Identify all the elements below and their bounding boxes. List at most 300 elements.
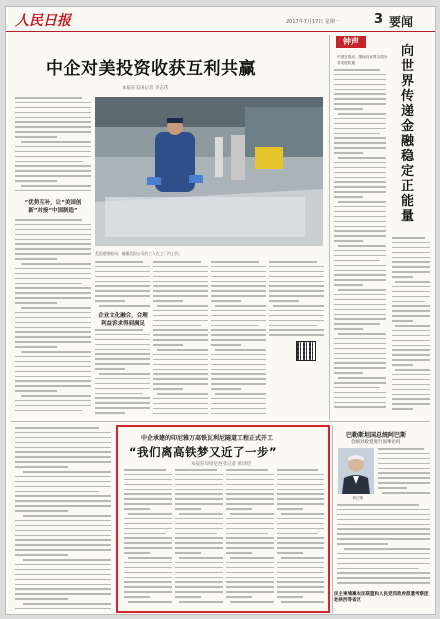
text-line — [334, 196, 363, 198]
text-line — [334, 274, 386, 276]
text-line — [15, 121, 91, 123]
text-line — [124, 493, 172, 495]
text-line — [334, 353, 386, 355]
sidebar-column-1 — [334, 69, 386, 415]
text-line — [95, 353, 150, 355]
feature-headline: “我们离高铁梦又近了一步” — [129, 445, 278, 459]
text-line — [175, 484, 223, 486]
feature-column-2 — [175, 469, 223, 607]
right-column-text-1 — [378, 448, 430, 498]
text-line — [15, 248, 91, 250]
text-line — [15, 146, 91, 148]
text-line — [211, 388, 241, 390]
text-line — [15, 273, 91, 275]
text-line — [175, 577, 223, 579]
text-line — [124, 591, 172, 593]
text-line — [334, 318, 386, 320]
qr-code[interactable] — [296, 341, 316, 361]
text-line — [269, 266, 324, 268]
text-line — [269, 300, 299, 302]
text-line — [226, 586, 274, 588]
text-line — [334, 240, 363, 242]
text-line — [15, 584, 111, 586]
text-line — [334, 270, 386, 272]
text-line — [15, 495, 111, 497]
text-line — [337, 563, 430, 565]
text-line — [334, 402, 386, 404]
text-line — [277, 533, 318, 535]
text-line — [175, 489, 223, 491]
text-line — [15, 170, 91, 172]
main-column-1b — [15, 219, 91, 417]
text-line — [226, 581, 274, 583]
text-line — [175, 542, 223, 544]
text-line — [226, 542, 274, 544]
text-line — [95, 349, 150, 351]
text-line — [337, 509, 430, 511]
text-line — [15, 322, 91, 324]
main-column-2 — [95, 261, 150, 311]
factory-photo — [95, 97, 323, 246]
text-line — [153, 378, 208, 380]
text-line — [95, 393, 143, 395]
text-line — [211, 281, 266, 283]
main-byline: 本报驻美国记者 李志伟 — [122, 86, 169, 91]
text-line — [175, 523, 223, 525]
text-line — [95, 397, 150, 399]
text-line — [338, 333, 386, 335]
text-line — [157, 349, 208, 351]
text-line — [211, 290, 266, 292]
text-line — [179, 601, 223, 603]
text-line — [175, 498, 223, 500]
text-line — [95, 363, 150, 365]
text-line — [378, 477, 430, 479]
main-column-3 — [153, 261, 208, 419]
text-line — [15, 520, 111, 522]
text-line — [226, 498, 274, 500]
text-line — [128, 557, 172, 559]
text-line — [175, 572, 223, 574]
text-line — [337, 568, 419, 570]
text-line — [277, 562, 324, 564]
text-line — [334, 328, 363, 330]
portrait-image — [338, 448, 374, 494]
text-line — [277, 469, 318, 471]
text-line — [334, 392, 386, 394]
text-line — [226, 518, 274, 520]
text-line — [124, 537, 172, 539]
text-line — [153, 285, 208, 287]
text-line — [334, 372, 363, 374]
text-line — [179, 557, 223, 559]
text-line — [95, 388, 150, 390]
issue-date: 2017年7月17日 星期一 — [286, 19, 340, 25]
text-line — [153, 310, 208, 312]
text-line — [95, 339, 150, 341]
text-line — [226, 528, 274, 530]
text-line — [392, 247, 430, 249]
text-line — [15, 390, 57, 392]
right-column-subtitle: 会晤对政党进行国事访问 — [351, 440, 401, 445]
factory-photo-image — [95, 97, 323, 246]
text-line — [15, 224, 91, 226]
text-line — [175, 591, 223, 593]
text-line — [338, 157, 386, 159]
text-line — [334, 382, 386, 384]
text-line — [392, 305, 430, 307]
text-line — [175, 503, 223, 505]
text-line — [277, 542, 324, 544]
text-line — [334, 348, 386, 350]
text-line — [15, 427, 99, 429]
text-line — [392, 330, 430, 332]
text-line — [99, 373, 150, 375]
text-line — [15, 385, 91, 387]
text-line — [338, 245, 386, 247]
text-line — [215, 349, 266, 351]
text-line — [334, 128, 386, 130]
text-line — [215, 305, 266, 307]
text-line — [211, 285, 266, 287]
text-line — [95, 276, 150, 278]
text-line — [211, 413, 266, 415]
text-line — [15, 97, 82, 99]
text-line — [95, 266, 150, 268]
text-line — [334, 387, 380, 389]
text-line — [124, 572, 172, 574]
text-line — [23, 559, 111, 561]
bottom-right-headline: 民主柬埔寨农民联盟和人民党同政府派遣考察团赴陕西等省区 — [334, 592, 429, 603]
text-line — [15, 239, 91, 241]
text-line — [334, 314, 386, 316]
text-line — [334, 172, 386, 174]
text-line — [15, 283, 82, 285]
text-line — [15, 491, 99, 493]
text-line — [15, 476, 111, 478]
text-line — [392, 354, 430, 356]
text-line — [15, 525, 111, 527]
text-line — [226, 503, 274, 505]
text-line — [15, 219, 82, 221]
text-line — [15, 376, 91, 378]
text-line — [334, 162, 386, 164]
main-column-4 — [211, 261, 266, 419]
text-line — [226, 572, 274, 574]
text-line — [392, 384, 430, 386]
text-line — [211, 300, 241, 302]
text-line — [277, 493, 324, 495]
text-line — [277, 547, 324, 549]
text-line — [277, 484, 324, 486]
text-line — [15, 131, 91, 133]
text-line — [15, 456, 111, 458]
text-line — [337, 543, 388, 545]
text-line — [392, 266, 430, 268]
text-line — [15, 356, 91, 358]
text-line — [211, 261, 259, 263]
text-line — [15, 588, 111, 590]
left-brief-column — [15, 427, 111, 611]
text-line — [334, 206, 386, 208]
feature-byline: 本报驻印度尼西亚记者 黄培昭 — [191, 462, 251, 467]
text-line — [23, 515, 111, 517]
text-line — [378, 472, 430, 474]
text-line — [334, 221, 386, 223]
text-line — [128, 513, 172, 515]
text-line — [211, 339, 266, 341]
text-line — [269, 310, 324, 312]
text-line — [15, 327, 91, 329]
text-line — [334, 93, 386, 95]
text-line — [395, 369, 430, 371]
text-line — [153, 403, 208, 405]
text-line — [95, 412, 125, 414]
text-line — [175, 586, 223, 588]
text-line — [124, 562, 172, 564]
text-line — [95, 378, 150, 380]
text-line — [277, 498, 324, 500]
text-line — [15, 243, 91, 245]
text-line — [21, 185, 91, 187]
text-line — [153, 281, 208, 283]
text-line — [334, 309, 386, 311]
text-line — [211, 398, 266, 400]
text-line — [273, 305, 324, 307]
text-line — [15, 253, 91, 255]
text-line — [153, 276, 208, 278]
text-line — [392, 335, 430, 337]
text-line — [15, 574, 111, 576]
text-line — [124, 547, 172, 549]
text-line — [334, 265, 386, 267]
text-line — [334, 142, 386, 144]
text-line — [95, 358, 150, 360]
text-line — [95, 329, 143, 331]
text-line — [382, 492, 430, 494]
text-line — [334, 89, 386, 91]
text-line — [15, 486, 111, 488]
text-line — [334, 406, 386, 408]
text-line — [211, 369, 266, 371]
text-line — [15, 432, 111, 434]
text-line — [15, 481, 111, 483]
text-line — [211, 378, 266, 380]
text-line — [281, 513, 324, 515]
text-line — [15, 258, 57, 260]
lower-section-rule — [11, 421, 430, 422]
text-line — [15, 410, 82, 412]
text-line — [269, 281, 324, 283]
text-line — [153, 398, 208, 400]
text-line — [124, 523, 172, 525]
text-line — [153, 290, 208, 292]
text-line — [277, 523, 324, 525]
text-line — [269, 285, 324, 287]
text-line — [392, 296, 430, 298]
text-line — [269, 334, 324, 336]
text-line — [269, 271, 324, 273]
text-line — [277, 552, 303, 554]
text-line — [337, 553, 430, 555]
text-line — [153, 266, 208, 268]
text-line — [211, 383, 266, 385]
text-line — [277, 596, 303, 598]
text-line — [334, 133, 380, 135]
text-line — [153, 344, 183, 346]
text-line — [175, 479, 223, 481]
text-line — [15, 117, 91, 119]
text-line — [337, 504, 419, 506]
text-line — [175, 508, 201, 510]
main-subhead-1: “优势互补，让“美国创新”对接“中国制造” — [24, 200, 82, 214]
text-line — [124, 542, 172, 544]
text-line — [175, 533, 217, 535]
text-line — [334, 108, 363, 110]
text-line — [395, 281, 430, 283]
text-line — [334, 230, 386, 232]
text-line — [153, 369, 208, 371]
main-column-2b — [95, 329, 150, 419]
text-line — [334, 362, 386, 364]
text-line — [15, 442, 111, 444]
text-line — [337, 533, 430, 535]
text-line — [392, 394, 430, 396]
text-line — [15, 175, 91, 177]
text-line — [153, 364, 208, 366]
text-line — [211, 295, 266, 297]
text-line — [392, 349, 430, 351]
text-line — [338, 201, 386, 203]
text-line — [124, 489, 172, 491]
text-line — [15, 102, 91, 104]
text-line — [226, 493, 274, 495]
text-line — [226, 489, 274, 491]
text-line — [15, 361, 91, 363]
text-line — [269, 329, 324, 331]
text-line — [337, 514, 430, 516]
text-line — [378, 468, 430, 470]
main-subhead-2: 企业文化融合，合理利益诉求得到满足 — [98, 313, 148, 327]
text-line — [334, 137, 386, 139]
text-line — [124, 503, 172, 505]
text-line — [15, 608, 111, 610]
text-line — [334, 177, 386, 179]
text-line — [15, 500, 111, 502]
text-line — [15, 405, 91, 407]
text-line — [175, 567, 223, 569]
text-line — [392, 291, 430, 293]
text-line — [392, 340, 430, 342]
text-line — [226, 562, 274, 564]
text-line — [15, 579, 111, 581]
text-line — [23, 603, 111, 605]
text-line — [392, 252, 430, 254]
text-line — [334, 284, 363, 286]
text-line — [124, 498, 172, 500]
text-line — [21, 307, 91, 309]
text-line — [153, 388, 183, 390]
text-line — [392, 374, 430, 376]
text-line — [15, 530, 111, 532]
text-line — [95, 285, 150, 287]
text-line — [15, 312, 91, 314]
text-line — [392, 359, 430, 361]
text-line — [392, 301, 425, 303]
text-line — [15, 535, 111, 537]
text-line — [15, 341, 91, 343]
text-line — [21, 263, 91, 265]
text-line — [334, 294, 386, 296]
text-line — [378, 487, 407, 489]
text-line — [277, 572, 324, 574]
text-line — [15, 466, 68, 468]
text-line — [392, 389, 430, 391]
text-line — [334, 69, 380, 71]
text-line — [334, 226, 386, 228]
text-line — [15, 317, 91, 319]
text-line — [334, 79, 386, 81]
text-line — [15, 505, 111, 507]
text-line — [15, 302, 57, 304]
text-line — [15, 161, 82, 163]
text-line — [153, 320, 208, 322]
text-line — [269, 320, 324, 322]
text-line — [15, 287, 91, 289]
text-line — [15, 366, 91, 368]
text-line — [378, 448, 424, 450]
page-number: 3 — [374, 12, 384, 27]
text-line — [277, 528, 324, 530]
text-line — [344, 548, 430, 550]
text-line — [95, 295, 150, 297]
text-line — [269, 315, 324, 317]
text-line — [153, 354, 208, 356]
text-line — [15, 292, 91, 294]
text-line — [153, 329, 208, 331]
text-line — [15, 400, 91, 402]
text-line — [277, 577, 324, 579]
text-line — [15, 126, 91, 128]
text-line — [334, 235, 386, 237]
feature-column-3 — [226, 469, 274, 607]
sidebar-divider — [329, 35, 330, 420]
text-line — [337, 582, 430, 584]
text-line — [211, 266, 266, 268]
text-line — [334, 216, 386, 218]
text-line — [334, 118, 386, 120]
text-line — [226, 567, 274, 569]
text-line — [392, 345, 430, 347]
text-line — [337, 577, 430, 579]
text-line — [226, 552, 252, 554]
text-line — [281, 601, 324, 603]
text-line — [226, 596, 252, 598]
text-line — [153, 339, 208, 341]
text-line — [15, 510, 68, 512]
text-line — [175, 493, 223, 495]
text-line — [211, 359, 266, 361]
text-line — [15, 297, 91, 299]
text-line — [153, 373, 208, 375]
sidebar-vertical-title: 向世界传递金融稳定正能量 — [401, 44, 415, 224]
sidebar-intro: 中国在推动，继续同世界各国分享发展机遇 — [337, 55, 388, 65]
text-line — [128, 601, 172, 603]
text-line — [124, 581, 172, 583]
right-column-text-2 — [337, 504, 430, 586]
text-line — [211, 271, 266, 273]
text-line — [392, 364, 413, 366]
